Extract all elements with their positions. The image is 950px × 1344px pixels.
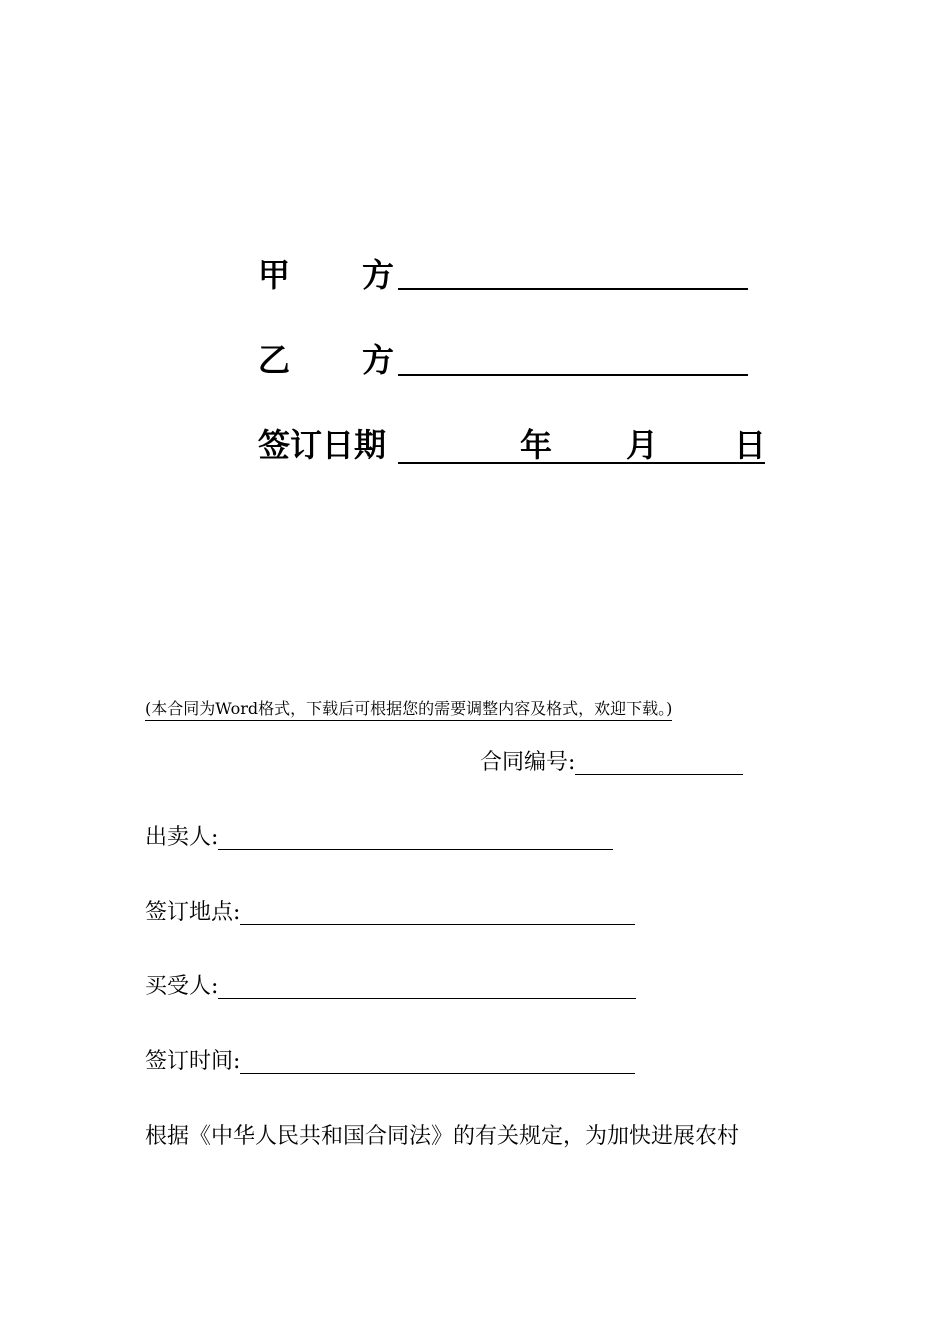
sign-place-blank[interactable] — [240, 898, 635, 925]
sign-date-label: 签订日期 — [258, 426, 387, 464]
sign-date-row — [258, 425, 767, 465]
party-a-blank[interactable] — [398, 288, 748, 290]
seller-label: 出卖人: — [145, 825, 219, 850]
format-note: (本合同为Word格式，下载后可根据您的需要调整内容及格式，欢迎下载。) — [145, 698, 672, 721]
party-b-blank[interactable] — [398, 374, 748, 376]
buyer-label: 买受人: — [145, 974, 219, 999]
party-a-label: 甲 方 — [258, 256, 395, 294]
year-label: 年 — [520, 426, 553, 464]
sign-time-blank[interactable] — [240, 1047, 635, 1074]
body-paragraph: 根据《中华人民共和国合同法》的有关规定，为加快进展农村 — [145, 1124, 740, 1149]
party-a-row — [258, 255, 398, 295]
sign-place-label: 签订地点: — [145, 900, 241, 925]
sign-time-label: 签订时间: — [145, 1049, 241, 1074]
contract-no-blank[interactable] — [575, 748, 743, 775]
seller-blank[interactable] — [218, 823, 613, 850]
buyer-blank[interactable] — [218, 972, 636, 999]
party-b-row — [258, 340, 398, 380]
contract-no-field — [480, 748, 743, 778]
month-label: 月 — [626, 426, 659, 464]
seller-field — [145, 823, 613, 853]
contract-no-label: 合同编号: — [480, 750, 576, 775]
sign-time-field — [145, 1047, 635, 1077]
party-b-label: 乙 方 — [258, 341, 395, 379]
buyer-field — [145, 972, 636, 1002]
sign-date-blank[interactable] — [398, 425, 765, 464]
sign-place-field — [145, 898, 635, 928]
day-label: 日 — [734, 426, 767, 464]
